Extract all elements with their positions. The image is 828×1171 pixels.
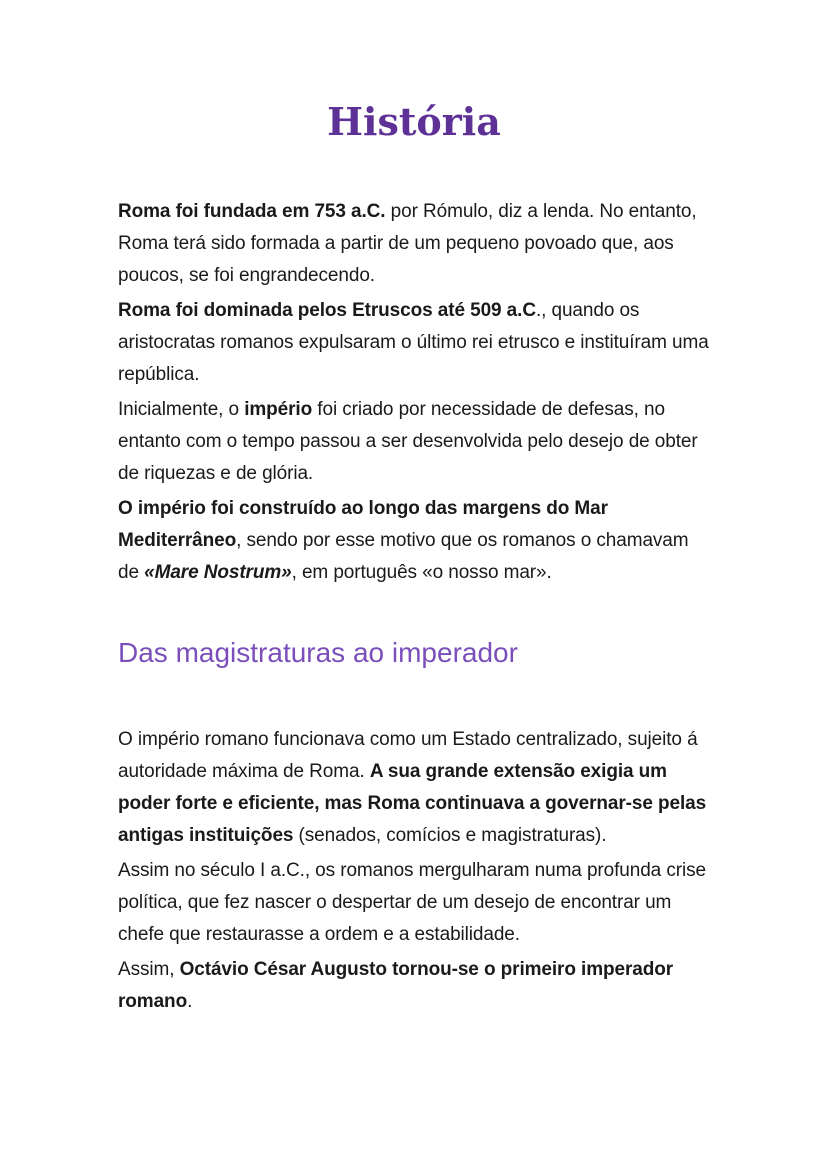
- text-run: O império romano funcionava como um Estado centralizado, sujeito á autoridade máxima de Roma.: [118, 729, 698, 782]
- document-body: [118, 196, 714, 1018]
- section-heading: Das magistraturas ao imperador: [118, 637, 518, 668]
- text-run-bold: O império foi construído ao longo das margens do Mar Mediterrâneo: [118, 498, 608, 551]
- text-run-bold: Roma foi dominada pelos Etruscos até 509 a.C: [118, 300, 536, 321]
- text-run: Inicialmente, o: [118, 399, 245, 420]
- text-run: ., quando os aristocratas romanos expulsaram o último rei etrusco e instituíram uma república.: [118, 300, 709, 385]
- text-run: , em português «o nosso mar».: [291, 562, 552, 583]
- paragraph-founding: [118, 196, 714, 292]
- paragraph-centralized-state: [118, 724, 714, 852]
- text-run-bold: Roma foi fundada em 753 a.C.: [118, 201, 386, 222]
- text-run: .: [187, 991, 193, 1012]
- paragraph-etruscans: [118, 295, 714, 391]
- paragraph-augustus: [118, 954, 714, 1018]
- text-run-bold: A sua grande extensão exigia um poder forte e eficiente, mas Roma continuava a governar-se pelas antigas instituições: [118, 761, 707, 846]
- text-run: Assim no século I a.C., os romanos mergulharam numa profunda crise política, que fez nascer o despertar de um desejo de encontrar um chefe que restaurasse a ordem e a estabilidade.: [118, 860, 706, 945]
- page-title: História: [327, 99, 501, 144]
- text-run-bold-italic: «Mare Nostrum»: [144, 562, 292, 583]
- text-run: Assim,: [118, 959, 180, 980]
- text-run: foi criado por necessidade de defesas, no entanto com o tempo passou a ser desenvolvida pelo desejo de obter de riquezas e de glória.: [118, 399, 698, 484]
- paragraph-crisis: [118, 855, 714, 951]
- text-run-bold: império: [244, 399, 313, 420]
- paragraph-empire-origin: [118, 394, 714, 490]
- text-run: , sendo por esse motivo que os romanos o chamavam de: [118, 530, 689, 583]
- text-run: por Rómulo, diz a lenda. No entanto, Roma terá sido formada a partir de um pequeno povoado que, aos poucos, se foi engrandecendo.: [118, 201, 697, 286]
- text-run: (senados, comícios e magistraturas).: [293, 825, 607, 846]
- paragraph-mare-nostrum: [118, 493, 714, 589]
- text-run-bold: Octávio César Augusto tornou-se o primeiro imperador romano: [118, 959, 674, 1012]
